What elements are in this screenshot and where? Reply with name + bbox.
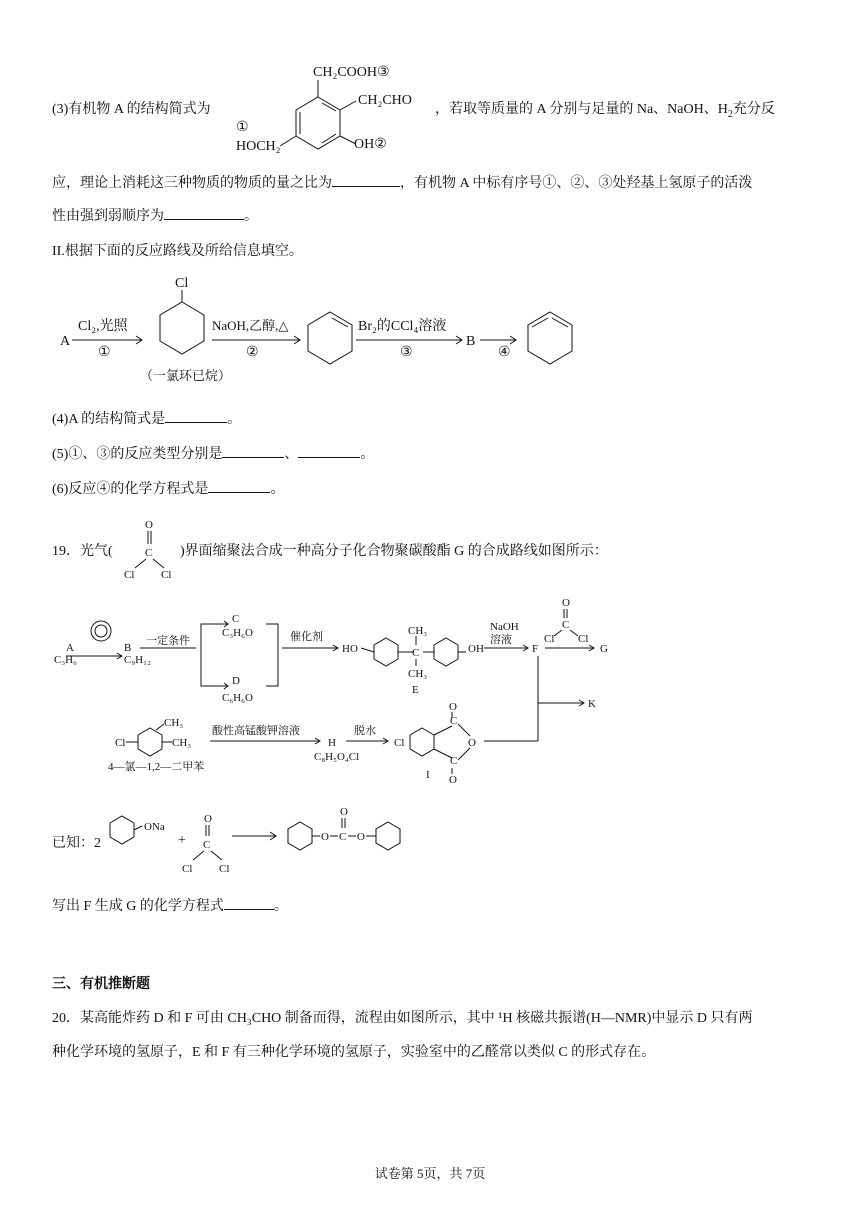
- phosgene-structure: [124, 519, 171, 581]
- q5-end: 。: [360, 447, 375, 462]
- known-plus: +: [178, 833, 186, 848]
- known-product-o1: O: [321, 831, 329, 843]
- phosgene-o: O: [145, 519, 153, 531]
- known-phosgene-c: C: [203, 839, 211, 851]
- node-d: D: [232, 675, 240, 687]
- start-ch3-right: CH₃: [172, 737, 192, 749]
- q20-line2: 种化学环境的氢原子，E 和 F 有三种化学环境的氢原子，实验室中的乙醛常以类似 C 的形式存在。: [52, 1045, 656, 1060]
- e-ch3-bottom: CH₃: [408, 668, 428, 680]
- phosgene-cl1: Cl: [124, 569, 135, 581]
- node-g: G: [600, 643, 608, 655]
- q3-line2b: ，有机物 A 中标有序号①、②、③处羟基上氢原子的活泼: [400, 176, 753, 191]
- node-e: E: [412, 684, 419, 696]
- h2-subscript: 2: [727, 108, 733, 120]
- i-cl: Cl: [394, 737, 405, 749]
- r2-number: ②: [246, 345, 259, 360]
- node-f: F: [532, 643, 539, 655]
- r1-number: ①: [98, 345, 111, 360]
- known-phosgene-cl1: Cl: [182, 863, 193, 875]
- r3-number: ③: [400, 345, 413, 360]
- q3-suffix2: 充分反: [732, 102, 775, 117]
- solution-label: 溶液: [490, 634, 512, 646]
- q4-end: 。: [227, 412, 242, 427]
- q4-text: (4)A 的结构简式是: [52, 412, 166, 427]
- start-name: 4—氯—1,2—二甲苯: [108, 761, 205, 773]
- i-o-bottom: O: [449, 774, 457, 786]
- node-i: I: [426, 769, 430, 781]
- mol-bottom-left: HOCH₂: [236, 139, 281, 154]
- q6-end: 。: [270, 482, 285, 497]
- dehydration-label: 脱水: [354, 725, 376, 737]
- mol-right-group: CH₂CHO: [358, 93, 412, 108]
- section2-title: II.根据下面的反应路线及所给信息填空。: [52, 244, 303, 259]
- known-prefix: 已知：2: [52, 836, 101, 851]
- q20-line1: 20．某高能炸药 D 和 F 可由 CH₃CHO 制备而得，流程由如图所示，其中 ¹H 核磁共振谱(H—NMR)中显示 D 只有两: [52, 1011, 753, 1026]
- node-c: C: [232, 613, 240, 625]
- mol-top-group: CH₂COOH③: [313, 65, 390, 80]
- q3-line3b: 。: [244, 209, 258, 224]
- q3-line3a: 性由强到弱顺序为: [52, 209, 164, 224]
- node-h: H: [328, 737, 336, 749]
- i-o-top: O: [449, 701, 457, 713]
- oxidant-label: 酸性高锰酸钾溶液: [212, 725, 300, 737]
- scheme-a-label: A: [60, 334, 71, 349]
- node-h-formula: C₈H₅O₄Cl: [314, 751, 360, 763]
- r1-condition: Cl₂,光照: [78, 319, 128, 334]
- node-b: B: [124, 642, 132, 654]
- mol-bottom-right: OH②: [354, 137, 387, 152]
- cl-label: Cl: [175, 276, 189, 291]
- e-oh: OH: [468, 643, 484, 655]
- node-d-formula: C₆H₆O: [222, 692, 253, 704]
- known-phosgene-cl2: Cl: [219, 863, 230, 875]
- r4-number: ④: [498, 345, 511, 360]
- cyclo-caption: （一氯环已烷）: [140, 368, 232, 383]
- r2-condition: NaOH,乙醇,△: [212, 318, 289, 333]
- arrow-phosgene-cl1: Cl: [544, 633, 555, 645]
- known-phosgene-o: O: [204, 813, 212, 825]
- q5-text: (5)①、③的反应类型分别是: [52, 447, 223, 462]
- e-ch3-top: CH₃: [408, 625, 428, 637]
- naoh-label: NaOH: [490, 621, 519, 633]
- known-ona: ONa: [144, 821, 165, 833]
- node-c-formula: C₃H₆O: [222, 627, 253, 639]
- q3-line2a: 应，理论上消耗这三种物质的物质的量之比为: [52, 176, 332, 191]
- i-c-bottom: C: [450, 755, 458, 767]
- arrow-phosgene-c: C: [562, 619, 570, 631]
- known-reaction: [110, 806, 400, 875]
- known-product-o-top: O: [340, 806, 348, 818]
- molecule-a: [236, 65, 412, 154]
- b-label: B: [466, 334, 476, 349]
- i-c-top: C: [450, 715, 458, 727]
- q19-write-end: 。: [273, 899, 288, 914]
- i-o-ring: O: [468, 737, 476, 749]
- phosgene-c: C: [145, 547, 153, 559]
- q6-text: (6)反应④的化学方程式是: [52, 482, 209, 497]
- known-product-c: C: [339, 831, 347, 843]
- section3-title: 三、有机推断题: [52, 977, 150, 992]
- e-center-c: C: [412, 647, 420, 659]
- q5-sep: 、: [284, 447, 299, 462]
- q19-prefix: 19．光气(: [52, 544, 113, 559]
- page-footer: 试卷第 5页，共 7页: [374, 1166, 486, 1181]
- condition-1: 一定条件: [146, 635, 190, 647]
- q3-suffix: ，若取等质量的 A 分别与足量的 Na、NaOH、H: [435, 102, 728, 117]
- start-ch3-top: CH₃: [164, 717, 184, 729]
- known-product-o2: O: [357, 831, 365, 843]
- catalyst: 催化剂: [290, 631, 323, 643]
- mol-circled-1: ①: [236, 120, 249, 135]
- phosgene-cl2: Cl: [161, 569, 172, 581]
- node-a: A: [66, 642, 74, 654]
- r3-condition: Br₂的CCl₄溶液: [358, 319, 447, 334]
- node-a-formula: C₃H₆: [54, 654, 77, 666]
- start-cl: Cl: [115, 737, 126, 749]
- scheme-2: [60, 276, 572, 383]
- e-ho: HO: [342, 643, 358, 655]
- arrow-phosgene-o: O: [562, 597, 570, 609]
- q19-lower-route: [108, 701, 538, 786]
- q3-prefix: (3)有机物 A 的结构简式为: [52, 102, 211, 117]
- q19-write-text: 写出 F 生成 G 的化学方程式: [52, 899, 224, 914]
- node-k: K: [588, 698, 596, 710]
- q19-suffix: )界面缩聚法合成一种高分子化合物聚碳酸酯 G 的合成路线如图所示：: [180, 544, 608, 559]
- node-b-formula: C₉H₁₂: [124, 654, 151, 666]
- q19-upper-route: [54, 597, 608, 740]
- arrow-phosgene-cl2: Cl: [578, 633, 589, 645]
